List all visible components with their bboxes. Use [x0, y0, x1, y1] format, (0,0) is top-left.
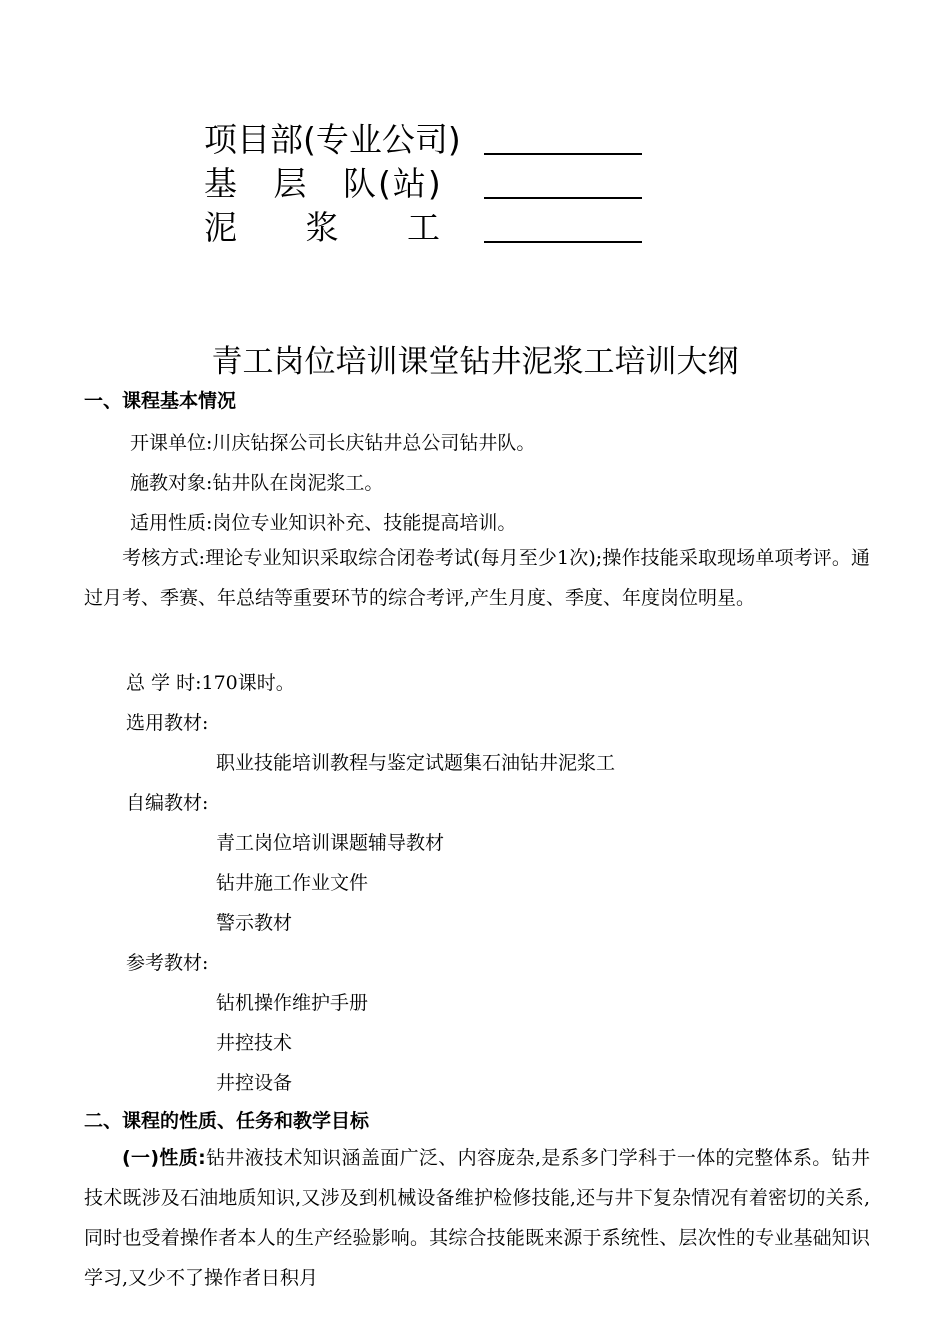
section1-heading: 一、课程基本情况	[84, 390, 237, 412]
reference-item: 井控技术	[216, 1032, 293, 1054]
course-nature: 适用性质:岗位专业知识补充、技能提高培训。	[130, 512, 517, 534]
role-blank	[484, 241, 642, 243]
nature-label: (一)性质:	[122, 1147, 206, 1169]
role-row	[204, 206, 461, 250]
textbook-item: 职业技能培训教程与鉴定试题集石油钻井泥浆工	[216, 752, 616, 774]
nature-paragraph	[84, 1138, 870, 1298]
role-label: 泥 浆 工	[204, 208, 440, 247]
department-row	[204, 118, 461, 162]
assessment-paragraph	[84, 538, 870, 618]
reference-item: 井控设备	[216, 1072, 293, 1094]
self-material-item: 钻井施工作业文件	[216, 872, 369, 894]
team-blank	[484, 197, 642, 199]
nature-text: 钻井液技术知识涵盖面广泛、内容庞杂,是系多门学科于一体的完整体系。钻井技术既涉及石油地质知识,又涉及到机械设备维护检修技能,还与井下复杂情况有着密切的关系,同时也受着操作者本人的生产经验影响。其综合技能既来源于系统性、层次性的专业基础知识学习,又少不了操作者日积月	[84, 1147, 870, 1289]
course-unit: 开课单位:川庆钻探公司长庆钻井总公司钻井队。	[130, 432, 536, 454]
reference-item: 钻机操作维护手册	[216, 992, 369, 1014]
section2-heading: 二、课程的性质、任务和教学目标	[84, 1110, 370, 1132]
document-title: 青工岗位培训课堂钻井泥浆工培训大纲	[211, 344, 739, 380]
target-audience: 施教对象:钻井队在岗泥浆工。	[130, 472, 384, 494]
self-material-item: 警示教材	[216, 912, 293, 934]
assessment-text: 考核方式:理论专业知识采取综合闭卷考试(每月至少1次);操作技能采取现场单项考评。通过月考、季赛、年总结等重要环节的综合考评,产生月度、季度、年度岗位明星。	[84, 547, 870, 609]
self-material-item: 青工岗位培训课题辅导教材	[216, 832, 445, 854]
textbook-label: 选用教材:	[126, 712, 209, 734]
reference-label: 参考教材:	[126, 952, 209, 974]
team-row	[204, 162, 461, 206]
header-block	[204, 118, 461, 250]
total-hours: 总 学 时:170课时。	[126, 672, 295, 694]
team-label: 基 层 队(站)	[204, 164, 443, 203]
department-label: 项目部(专业公司)	[204, 120, 461, 159]
self-material-label: 自编教材:	[126, 792, 209, 814]
department-blank	[484, 153, 642, 155]
